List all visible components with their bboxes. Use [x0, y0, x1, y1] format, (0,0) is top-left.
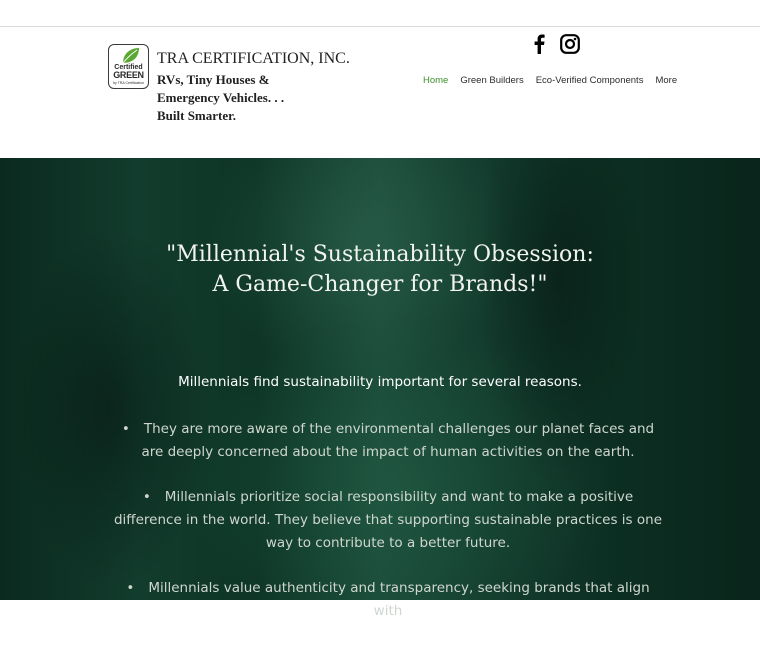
- hero-section: [0, 158, 760, 619]
- logo-text-certified: Certified: [114, 64, 143, 71]
- tagline: [157, 71, 284, 125]
- hero-title-line: "Millennial's Sustainability Obsession:: [166, 242, 594, 267]
- site-header: [0, 27, 760, 158]
- tagline-line: Emergency Vehicles. . .: [157, 90, 285, 105]
- list-item: • Millennials prioritize social responsibility and want to make a positive difference in the world. They believe that supporting sustainable practices is one way to contribute to a better future.: [110, 486, 666, 555]
- company-name: TRA CERTIFICATION, INC.: [157, 50, 350, 67]
- hero-title: [0, 240, 760, 300]
- logo-text-byline: by TRA Certification: [113, 81, 144, 85]
- nav-home[interactable]: Home: [423, 75, 449, 86]
- main-nav: [423, 75, 689, 86]
- nav-eco-verified-components[interactable]: Eco-Verified Components: [535, 75, 644, 86]
- instagram-icon[interactable]: [560, 34, 580, 54]
- nav-green-builders[interactable]: Green Builders: [460, 75, 524, 86]
- hero-intro: Millennials find sustainability important for several reasons.: [178, 374, 582, 390]
- tagline-line: Built Smarter.: [157, 108, 236, 123]
- logo-text-green: GREEN: [113, 70, 144, 80]
- hero-title-line: A Game-Changer for Brands!": [212, 272, 548, 297]
- tagline-line: RVs, Tiny Houses &: [157, 72, 270, 87]
- certified-green-logo[interactable]: [108, 44, 149, 89]
- list-item: • They are more aware of the environmental challenges our planet faces and are deeply concerned about the impact of human activities on the earth.: [110, 418, 666, 464]
- facebook-icon[interactable]: [530, 34, 550, 54]
- nav-more[interactable]: More: [655, 75, 678, 86]
- social-links: [530, 34, 580, 54]
- list-item: • Millennials value authenticity and transparency, seeking brands that align with: [110, 577, 666, 623]
- top-bar: [0, 0, 760, 27]
- leaf-icon: [109, 45, 150, 65]
- reasons-list: [110, 418, 666, 645]
